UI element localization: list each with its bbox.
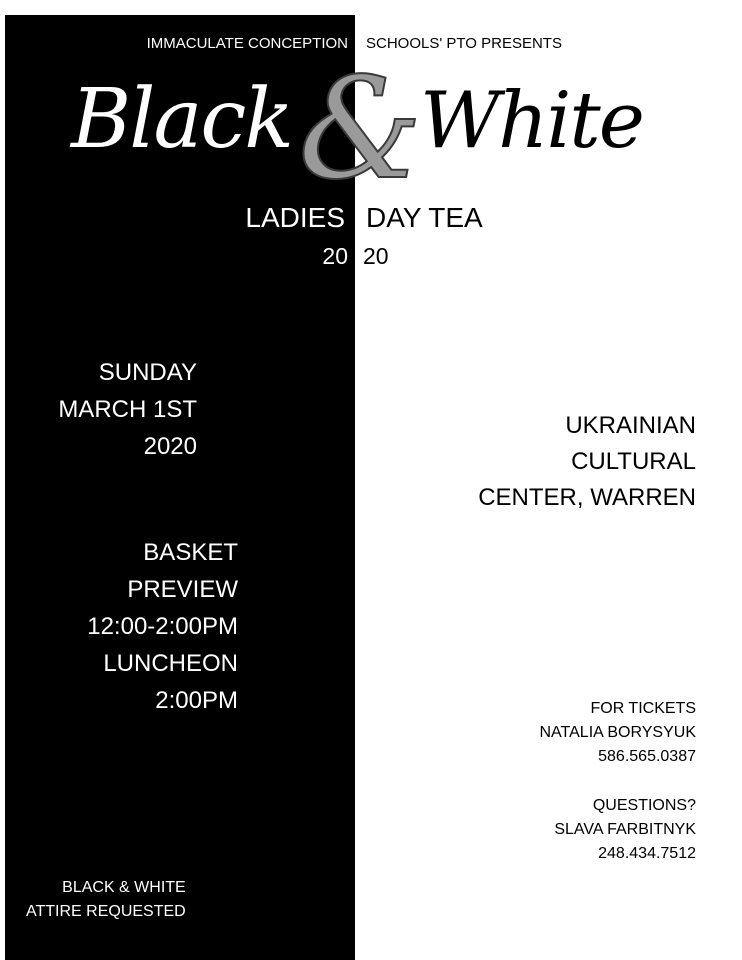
tickets-name: NATALIA BORYSYUK [539,724,696,741]
date-month-day: MARCH 1ST [58,396,197,423]
tickets-phone: 586.565.0387 [598,748,696,765]
attire-note [26,876,186,924]
title-white: White [420,76,643,166]
contacts [540,697,697,866]
date-year: 2020 [143,433,197,460]
schedule-line: 12:00-2:00PM [87,613,238,640]
title-ampersand: & [298,48,423,211]
date-day: SUNDAY [98,359,197,386]
year-left: 20 [322,243,348,269]
schedule [87,534,238,719]
schedule-line: LUNCHEON [103,650,238,677]
venue-line: UKRAINIAN [565,412,696,439]
venue-line: CULTURAL [571,448,696,475]
title-black: Black [71,72,292,167]
subtitle-right: DAY TEA [366,202,483,233]
attire-line: BLACK & WHITE [62,879,186,896]
event-date [58,354,197,465]
year-right: 20 [363,243,389,269]
presenter-right: SCHOOLS' PTO PRESENTS [366,35,562,52]
questions-phone: 248.434.7512 [598,845,696,862]
attire-line: ATTIRE REQUESTED [26,903,186,920]
venue [478,408,696,516]
venue-line: CENTER, WARREN [478,484,696,511]
schedule-line: 2:00PM [155,687,238,714]
questions-name: SLAVA FARBITNYK [554,821,696,838]
questions-heading: QUESTIONS? [592,797,696,814]
presenter-left: IMMACULATE CONCEPTION [146,35,348,52]
tickets-heading: FOR TICKETS [590,700,696,717]
schedule-line: BASKET [143,539,238,566]
subtitle-left: LADIES [245,202,345,233]
contact-gap [540,769,697,794]
schedule-line: PREVIEW [127,576,238,603]
